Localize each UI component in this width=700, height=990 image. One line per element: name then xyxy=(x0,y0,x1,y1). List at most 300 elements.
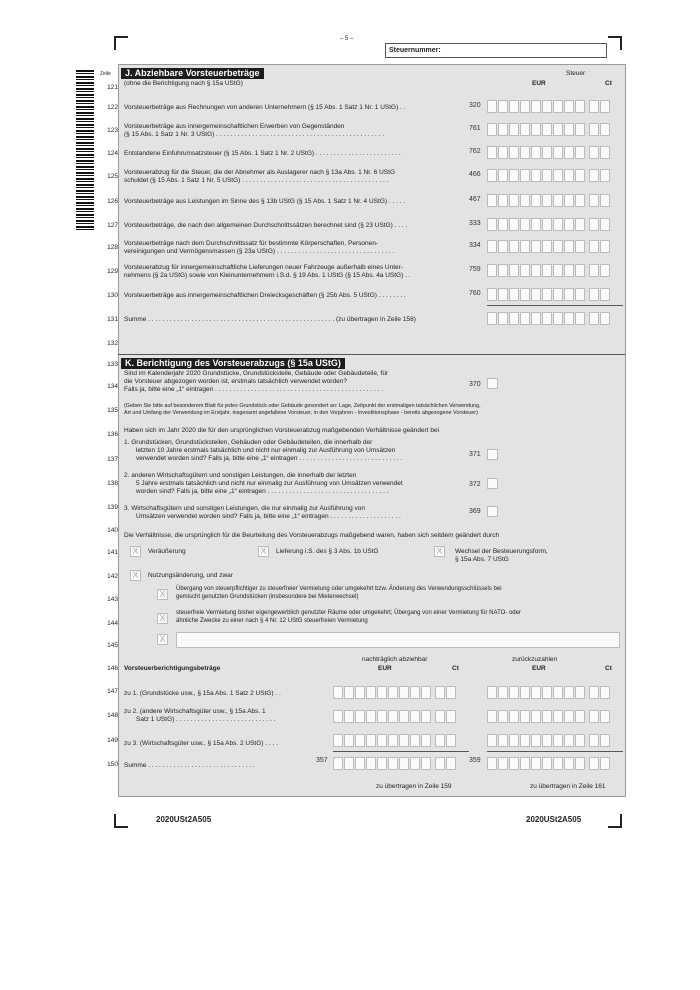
digit-cell[interactable] xyxy=(520,734,530,747)
digit-cell[interactable] xyxy=(553,686,563,699)
digit-cell[interactable] xyxy=(575,218,585,231)
digit-cell[interactable] xyxy=(333,734,343,747)
digit-cell[interactable] xyxy=(355,686,365,699)
digit-cell[interactable] xyxy=(388,686,398,699)
section-divider xyxy=(118,354,625,355)
row-125-text: Vorsteuerabzug für die Steuer, die der Abnehmer als Auslagerer nach § 13a Abs. 1 Nr. 6 UStG xyxy=(124,169,395,176)
t137-line-2: letzten 10 Jahre erstmals tatsächlich und nicht nur einmalig zur Ausführung von Umsätzen xyxy=(136,447,396,454)
digit-cell[interactable] xyxy=(509,100,519,113)
digit-cell[interactable] xyxy=(553,146,563,159)
digit-cell[interactable] xyxy=(531,123,541,136)
digit-cell[interactable] xyxy=(531,169,541,182)
digit-cell[interactable] xyxy=(575,312,585,325)
digit-cell[interactable] xyxy=(487,123,497,136)
digit-cell[interactable] xyxy=(498,686,508,699)
digit-cell[interactable] xyxy=(575,146,585,159)
digit-cell[interactable] xyxy=(589,757,599,770)
digit-cell[interactable] xyxy=(333,710,343,723)
digit-cell[interactable] xyxy=(542,146,552,159)
zeile-number: 131 xyxy=(107,316,118,323)
digit-cell[interactable] xyxy=(399,734,409,747)
digit-cell[interactable] xyxy=(531,240,541,253)
digit-cell[interactable] xyxy=(410,757,420,770)
digit-cell[interactable] xyxy=(498,264,508,277)
checkbox-144[interactable]: X xyxy=(157,613,168,624)
digit-cell[interactable] xyxy=(600,218,610,231)
digit-cell[interactable] xyxy=(487,218,497,231)
digit-cell[interactable] xyxy=(575,100,585,113)
digit-cell[interactable] xyxy=(553,710,563,723)
digit-cell[interactable] xyxy=(421,710,431,723)
amount-field-125[interactable] xyxy=(487,169,610,182)
digit-cell[interactable] xyxy=(564,686,574,699)
digit-cell[interactable] xyxy=(575,240,585,253)
digit-cell[interactable] xyxy=(520,710,530,723)
label-wechsel-2: § 15a Abs. 7 UStG xyxy=(455,556,509,563)
digit-cell[interactable] xyxy=(498,100,508,113)
digit-cell[interactable] xyxy=(553,312,563,325)
digit-cell[interactable] xyxy=(509,757,519,770)
digit-cell[interactable] xyxy=(553,757,563,770)
digit-cell[interactable] xyxy=(487,312,497,325)
digit-cell[interactable] xyxy=(435,757,445,770)
digit-cell[interactable] xyxy=(600,288,610,301)
form-code-right: 2020USt2A505 xyxy=(526,815,582,824)
row-129-text: nehmens (§ 2a UStG) sowie von Kleinunternehmern i.S.d. § 19 Abs. 1 UStG (§ 15 Abs. 4a UStG) . . xyxy=(124,272,411,279)
kennzahl-357: 357 xyxy=(316,757,328,764)
digit-cell[interactable] xyxy=(487,100,497,113)
digit-cell[interactable] xyxy=(410,686,420,699)
digit-cell[interactable] xyxy=(487,288,497,301)
r148-line-1: zu 2. (andere Wirtschaftsgüter usw., § 15a Abs. 1 xyxy=(124,708,266,715)
digit-cell[interactable] xyxy=(589,240,599,253)
digit-cell[interactable] xyxy=(333,757,343,770)
box-372[interactable] xyxy=(487,478,498,489)
digit-cell[interactable] xyxy=(435,686,445,699)
digit-cell[interactable] xyxy=(509,240,519,253)
amount-field-147-nachtraeglich[interactable] xyxy=(333,686,456,699)
digit-cell[interactable] xyxy=(542,312,552,325)
digit-cell[interactable] xyxy=(531,264,541,277)
digit-cell[interactable] xyxy=(531,686,541,699)
digit-cell[interactable] xyxy=(589,264,599,277)
digit-cell[interactable] xyxy=(498,146,508,159)
digit-cell[interactable] xyxy=(421,686,431,699)
t138-line-3: worden sind? Falls ja, bitte eine „1“ eintragen . . . . . . . . . . . . . . . . . . . . . . . . . . . . . . . . . . xyxy=(136,488,389,495)
digit-cell[interactable] xyxy=(377,710,387,723)
digit-cell[interactable] xyxy=(589,146,599,159)
digit-cell[interactable] xyxy=(377,757,387,770)
digit-cell[interactable] xyxy=(344,734,354,747)
digit-cell[interactable] xyxy=(542,123,552,136)
digit-cell[interactable] xyxy=(355,710,365,723)
row-126-text: Vorsteuerbeträge aus Leistungen im Sinne des § 13b UStG (§ 15 Abs. 1 Satz 1 Nr. 4 UStG) . . . . . xyxy=(124,198,406,205)
digit-cell[interactable] xyxy=(600,734,610,747)
digit-cell[interactable] xyxy=(542,100,552,113)
amount-field-131[interactable] xyxy=(487,312,610,325)
digit-cell[interactable] xyxy=(498,194,508,207)
digit-cell[interactable] xyxy=(575,169,585,182)
digit-cell[interactable] xyxy=(344,757,354,770)
amount-field-122[interactable] xyxy=(487,100,610,113)
digit-cell[interactable] xyxy=(553,240,563,253)
digit-cell[interactable] xyxy=(344,710,354,723)
zeile-label: Zeile xyxy=(100,71,111,77)
digit-cell[interactable] xyxy=(564,757,574,770)
digit-cell[interactable] xyxy=(509,264,519,277)
digit-cell[interactable] xyxy=(509,194,519,207)
section-j-title: J. Abziehbare Vorsteuerbeträge xyxy=(121,68,264,79)
zeile-number: 136 xyxy=(107,431,118,438)
steuer-label: Steuer xyxy=(566,70,586,77)
kennzahl-466: 466 xyxy=(469,171,481,178)
digit-cell[interactable] xyxy=(589,288,599,301)
label-wechsel-1: Wechsel der Besteuerungsform, xyxy=(455,548,548,555)
t137-line-3: verwendet worden sind? Falls ja, bitte eine „1“ eintragen . . . . . . . . . . . . . . . . . . . . . . . . . . . . . xyxy=(136,455,403,462)
amount-field-129[interactable] xyxy=(487,264,610,277)
eur-label-right: EUR xyxy=(532,665,546,672)
checkbox-145[interactable]: X xyxy=(157,634,168,645)
zeile-number: 146 xyxy=(107,665,118,672)
digit-cell[interactable] xyxy=(509,710,519,723)
digit-cell[interactable] xyxy=(399,686,409,699)
digit-cell[interactable] xyxy=(589,710,599,723)
row-129-text: Vorsteuerabzug für innergemeinschaftliche Lieferungen neuer Fahrzeuge außerhalb eines Unter- xyxy=(124,264,403,271)
digit-cell[interactable] xyxy=(553,288,563,301)
row-130-text: Vorsteuerbeträge aus innergemeinschaftlichen Dreiecksgeschäften (§ 25b Abs. 5 UStG) . . . . . . . . xyxy=(124,292,406,299)
digit-cell[interactable] xyxy=(531,146,541,159)
digit-cell[interactable] xyxy=(446,757,456,770)
digit-cell[interactable] xyxy=(498,169,508,182)
digit-cell[interactable] xyxy=(531,218,541,231)
digit-cell[interactable] xyxy=(509,146,519,159)
digit-cell[interactable] xyxy=(520,312,530,325)
zeile-number: 134 xyxy=(107,383,118,390)
digit-cell[interactable] xyxy=(487,757,497,770)
digit-cell[interactable] xyxy=(600,169,610,182)
zeile-number: 139 xyxy=(107,504,118,511)
digit-cell[interactable] xyxy=(520,686,530,699)
digit-cell[interactable] xyxy=(421,757,431,770)
digit-cell[interactable] xyxy=(520,169,530,182)
digit-cell[interactable] xyxy=(509,734,519,747)
uebertrag-159: zu übertragen in Zeile 159 xyxy=(376,783,452,790)
digit-cell[interactable] xyxy=(520,146,530,159)
section-j-subtitle: (ohne die Berichtigung nach § 15a UStG) xyxy=(124,80,243,87)
q134-line-1: Sind im Kalenderjahr 2020 Grundstücke, Grundstücksteile, Gebäude oder Gebäudeteile, für xyxy=(124,370,389,377)
digit-cell[interactable] xyxy=(509,123,519,136)
digit-cell[interactable] xyxy=(333,686,343,699)
q134-line-2: die Vorsteuer abgezogen worden ist, erstmals tatsächlich verwendet worden? xyxy=(124,378,347,385)
digit-cell[interactable] xyxy=(564,100,574,113)
digit-cell[interactable] xyxy=(600,710,610,723)
digit-cell[interactable] xyxy=(589,312,599,325)
checkbox-143[interactable]: X xyxy=(157,589,168,600)
digit-cell[interactable] xyxy=(399,757,409,770)
amount-field-130[interactable] xyxy=(487,288,610,301)
digit-cell[interactable] xyxy=(589,218,599,231)
zeile-number: 132 xyxy=(107,340,118,347)
digit-cell[interactable] xyxy=(399,710,409,723)
digit-cell[interactable] xyxy=(520,218,530,231)
digit-cell[interactable] xyxy=(366,734,376,747)
box-369[interactable] xyxy=(487,506,498,517)
digit-cell[interactable] xyxy=(542,686,552,699)
row-122-text: Vorsteuerbeträge aus Rechnungen von anderen Unternehmern (§ 15 Abs. 1 Satz 1 Nr. 1 UStG) . . xyxy=(124,104,406,111)
digit-cell[interactable] xyxy=(600,146,610,159)
digit-cell[interactable] xyxy=(553,100,563,113)
digit-cell[interactable] xyxy=(575,734,585,747)
digit-cell[interactable] xyxy=(575,194,585,207)
digit-cell[interactable] xyxy=(520,240,530,253)
digit-cell[interactable] xyxy=(388,734,398,747)
digit-cell[interactable] xyxy=(498,240,508,253)
zeile-number: 149 xyxy=(107,737,118,744)
amount-field-128[interactable] xyxy=(487,240,610,253)
row-125-text: schuldet (§ 15 Abs. 1 Satz 1 Nr. 5 UStG) . . . . . . . . . . . . . . . . . . . . . . . . . . . . . . . . . . . . . . . . . xyxy=(124,177,389,184)
zurueck-label: zurückzuzahlen xyxy=(512,656,558,663)
digit-cell[interactable] xyxy=(553,734,563,747)
digit-cell[interactable] xyxy=(589,194,599,207)
berichtigung-label: Vorsteuerberichtigungsbeträge xyxy=(124,665,221,672)
digit-cell[interactable] xyxy=(487,194,497,207)
amount-field-149-zurueck[interactable] xyxy=(487,734,610,747)
digit-cell[interactable] xyxy=(575,264,585,277)
digit-cell[interactable] xyxy=(355,734,365,747)
digit-cell[interactable] xyxy=(355,757,365,770)
digit-cell[interactable] xyxy=(366,686,376,699)
digit-cell[interactable] xyxy=(531,288,541,301)
digit-cell[interactable] xyxy=(564,218,574,231)
amount-field-150-nachtraeglich[interactable] xyxy=(333,757,456,770)
digit-cell[interactable] xyxy=(564,123,574,136)
digit-cell[interactable] xyxy=(531,312,541,325)
digit-cell[interactable] xyxy=(542,218,552,231)
box-371[interactable] xyxy=(487,449,498,460)
digit-cell[interactable] xyxy=(553,123,563,136)
digit-cell[interactable] xyxy=(366,757,376,770)
digit-cell[interactable] xyxy=(446,734,456,747)
digit-cell[interactable] xyxy=(435,734,445,747)
digit-cell[interactable] xyxy=(564,734,574,747)
amount-field-149-nachtraeglich[interactable] xyxy=(333,734,456,747)
digit-cell[interactable] xyxy=(446,686,456,699)
zeile-number: 128 xyxy=(107,244,118,251)
checkbox-nutzungsaenderung[interactable]: X xyxy=(130,570,141,581)
digit-cell[interactable] xyxy=(487,686,497,699)
zeile-number: 122 xyxy=(107,104,118,111)
sum-line-left xyxy=(333,751,469,752)
digit-cell[interactable] xyxy=(553,218,563,231)
digit-cell[interactable] xyxy=(600,312,610,325)
digit-cell[interactable] xyxy=(498,710,508,723)
digit-cell[interactable] xyxy=(520,100,530,113)
digit-cell[interactable] xyxy=(388,710,398,723)
digit-cell[interactable] xyxy=(600,264,610,277)
digit-cell[interactable] xyxy=(600,123,610,136)
t137-line-1: 1. Grundstücken, Grundstücksteilen, Gebäuden oder Gebäudeteilen, die innerhalb der xyxy=(124,439,373,446)
digit-cell[interactable] xyxy=(575,686,585,699)
digit-cell[interactable] xyxy=(575,757,585,770)
digit-cell[interactable] xyxy=(575,123,585,136)
digit-cell[interactable] xyxy=(487,734,497,747)
digit-cell[interactable] xyxy=(589,100,599,113)
digit-cell[interactable] xyxy=(410,710,420,723)
digit-cell[interactable] xyxy=(600,194,610,207)
kennzahl-370: 370 xyxy=(469,381,481,388)
box-370[interactable] xyxy=(487,378,498,389)
digit-cell[interactable] xyxy=(600,757,610,770)
digit-cell[interactable] xyxy=(575,710,585,723)
digit-cell[interactable] xyxy=(553,169,563,182)
digit-cell[interactable] xyxy=(377,686,387,699)
note135-line-2: Art und Umfang der Verwendung im Erstjahr, insgesamt angefallene Vorsteuer, in den Vorjahren - Investitionsphase - bereits abgezogene Vorsteuer) xyxy=(124,410,478,416)
digit-cell[interactable] xyxy=(564,240,574,253)
digit-cell[interactable] xyxy=(520,264,530,277)
digit-cell[interactable] xyxy=(589,734,599,747)
digit-cell[interactable] xyxy=(564,194,574,207)
digit-cell[interactable] xyxy=(542,734,552,747)
digit-cell[interactable] xyxy=(542,169,552,182)
digit-cell[interactable] xyxy=(564,146,574,159)
digit-cell[interactable] xyxy=(600,686,610,699)
kennzahl-371: 371 xyxy=(469,451,481,458)
amount-field-148-nachtraeglich[interactable] xyxy=(333,710,456,723)
digit-cell[interactable] xyxy=(487,146,497,159)
zeile-number: 133 xyxy=(107,361,118,368)
t138-line-1: 2. anderen Wirtschaftsgütern und sonstigen Leistungen, die innerhalb der letzten xyxy=(124,472,357,479)
kennzahl-369: 369 xyxy=(469,508,481,515)
amount-field-147-zurueck[interactable] xyxy=(487,686,610,699)
digit-cell[interactable] xyxy=(531,757,541,770)
amount-field-124[interactable] xyxy=(487,146,610,159)
digit-cell[interactable] xyxy=(498,757,508,770)
page-number: – 5 – xyxy=(340,36,354,42)
digit-cell[interactable] xyxy=(509,312,519,325)
zeile-number: 130 xyxy=(107,292,118,299)
zeile-number: 129 xyxy=(107,268,118,275)
digit-cell[interactable] xyxy=(589,686,599,699)
t139-line-2: Umsätzen verwendet worden sind? Falls ja, bitte eine „1“ eintragen . . . . . . . . . . . . . . . . . . . . xyxy=(136,513,401,520)
digit-cell[interactable] xyxy=(600,100,610,113)
digit-cell[interactable] xyxy=(344,686,354,699)
digit-cell[interactable] xyxy=(498,288,508,301)
digit-cell[interactable] xyxy=(377,734,387,747)
amount-field-123[interactable] xyxy=(487,123,610,136)
digit-cell[interactable] xyxy=(531,194,541,207)
digit-cell[interactable] xyxy=(487,169,497,182)
digit-cell[interactable] xyxy=(542,264,552,277)
digit-cell[interactable] xyxy=(498,123,508,136)
zeile-number: 143 xyxy=(107,596,118,603)
digit-cell[interactable] xyxy=(564,710,574,723)
digit-cell[interactable] xyxy=(564,169,574,182)
amount-field-127[interactable] xyxy=(487,218,610,231)
digit-cell[interactable] xyxy=(520,194,530,207)
digit-cell[interactable] xyxy=(509,288,519,301)
zeile-number: 138 xyxy=(107,480,118,487)
digit-cell[interactable] xyxy=(509,218,519,231)
amount-field-148-zurueck[interactable] xyxy=(487,710,610,723)
digit-cell[interactable] xyxy=(487,264,497,277)
kennzahl-759: 759 xyxy=(469,266,481,273)
steuernummer-field[interactable] xyxy=(385,43,607,58)
row-123-text: Vorsteuerbeträge aus innergemeinschaftlichen Erwerben von Gegenständen xyxy=(124,123,345,130)
label-veraeusserung: Veräußerung xyxy=(148,548,186,555)
kennzahl-333: 333 xyxy=(469,220,481,227)
nachtraeglich-label: nachträglich abziehbar xyxy=(362,656,428,663)
opt144-line-1: steuerfreie Vermietung bisher eigengewerblich genutzter Räume oder umgekehrt; Übergang von einer Vermietung für NATO- oder xyxy=(176,610,521,616)
digit-cell[interactable] xyxy=(498,218,508,231)
checkbox-veraeusserung[interactable]: X xyxy=(130,546,141,557)
zeile-number: 140 xyxy=(107,527,118,534)
digit-cell[interactable] xyxy=(564,288,574,301)
digit-cell[interactable] xyxy=(542,710,552,723)
digit-cell[interactable] xyxy=(509,686,519,699)
zeile-number: 141 xyxy=(107,549,118,556)
digit-cell[interactable] xyxy=(487,710,497,723)
digit-cell[interactable] xyxy=(366,710,376,723)
ct-label-left: Ct xyxy=(452,665,459,672)
amount-field-126[interactable] xyxy=(487,194,610,207)
digit-cell[interactable] xyxy=(498,312,508,325)
row-127-text: Vorsteuerbeträge, die nach den allgemeinen Durchschnittssätzen berechnet sind (§ 23 UStG) . . . . xyxy=(124,222,408,229)
checkbox-wechsel[interactable]: X xyxy=(434,546,445,557)
digit-cell[interactable] xyxy=(553,264,563,277)
digit-cell[interactable] xyxy=(421,734,431,747)
digit-cell[interactable] xyxy=(564,312,574,325)
digit-cell[interactable] xyxy=(520,288,530,301)
digit-cell[interactable] xyxy=(520,757,530,770)
digit-cell[interactable] xyxy=(520,123,530,136)
digit-cell[interactable] xyxy=(542,240,552,253)
note135-line-1: (Geben Sie bitte auf besonderem Blatt für jedes Grundstück oder Gebäude gesondert an: Lage, Zeitpunkt der erstmaligen tatsächlichen Verwendung, xyxy=(124,403,481,409)
digit-cell[interactable] xyxy=(542,288,552,301)
t136: Haben sich im Jahr 2020 die für den ursprünglichen Vorsteuerabzug maßgebenden Verhältnisse geändert bei xyxy=(124,427,440,434)
digit-cell[interactable] xyxy=(542,194,552,207)
digit-cell[interactable] xyxy=(600,240,610,253)
opt143-line-2: gemischt genutzten Grundstücken (insbesondere bei Mieterwechsel) xyxy=(176,594,359,600)
amount-field-150-zurueck[interactable] xyxy=(487,757,610,770)
digit-cell[interactable] xyxy=(531,710,541,723)
zeile-number: 145 xyxy=(107,642,118,649)
digit-cell[interactable] xyxy=(531,734,541,747)
digit-cell[interactable] xyxy=(553,194,563,207)
digit-cell[interactable] xyxy=(498,734,508,747)
digit-cell[interactable] xyxy=(487,240,497,253)
digit-cell[interactable] xyxy=(542,757,552,770)
digit-cell[interactable] xyxy=(589,123,599,136)
digit-cell[interactable] xyxy=(410,734,420,747)
digit-cell[interactable] xyxy=(446,710,456,723)
digit-cell[interactable] xyxy=(388,757,398,770)
kennzahl-320: 320 xyxy=(469,102,481,109)
digit-cell[interactable] xyxy=(531,100,541,113)
q134-line-3: Falls ja, bitte eine „1“ eintragen . . . . . . . . . . . . . . . . . . . . . . . . . . . . . . . . . . . . . . . . . . . . . . . xyxy=(124,386,383,393)
digit-cell[interactable] xyxy=(435,710,445,723)
checkbox-lieferung[interactable]: X xyxy=(258,546,269,557)
digit-cell[interactable] xyxy=(564,264,574,277)
digit-cell[interactable] xyxy=(589,169,599,182)
zeile-number: 127 xyxy=(107,222,118,229)
digit-cell[interactable] xyxy=(509,169,519,182)
row-128-text: vereinigungen und Vermögensmassen (§ 23a UStG) . . . . . . . . . . . . . . . . . . . . . . . . . . . . . . . . . xyxy=(124,248,395,255)
text-field-145[interactable] xyxy=(176,632,620,648)
opt143-line-1: Übergang von steuerpflichtiger zu steuerfreier Vermietung oder umgekehrt bzw. Änderung des Verwendungsschlüssels bei xyxy=(176,586,502,592)
r150: Summe . . . . . . . . . . . . . . . . . . . . . . . . . . . . . . xyxy=(124,762,255,769)
kennzahl-334: 334 xyxy=(469,242,481,249)
digit-cell[interactable] xyxy=(575,288,585,301)
